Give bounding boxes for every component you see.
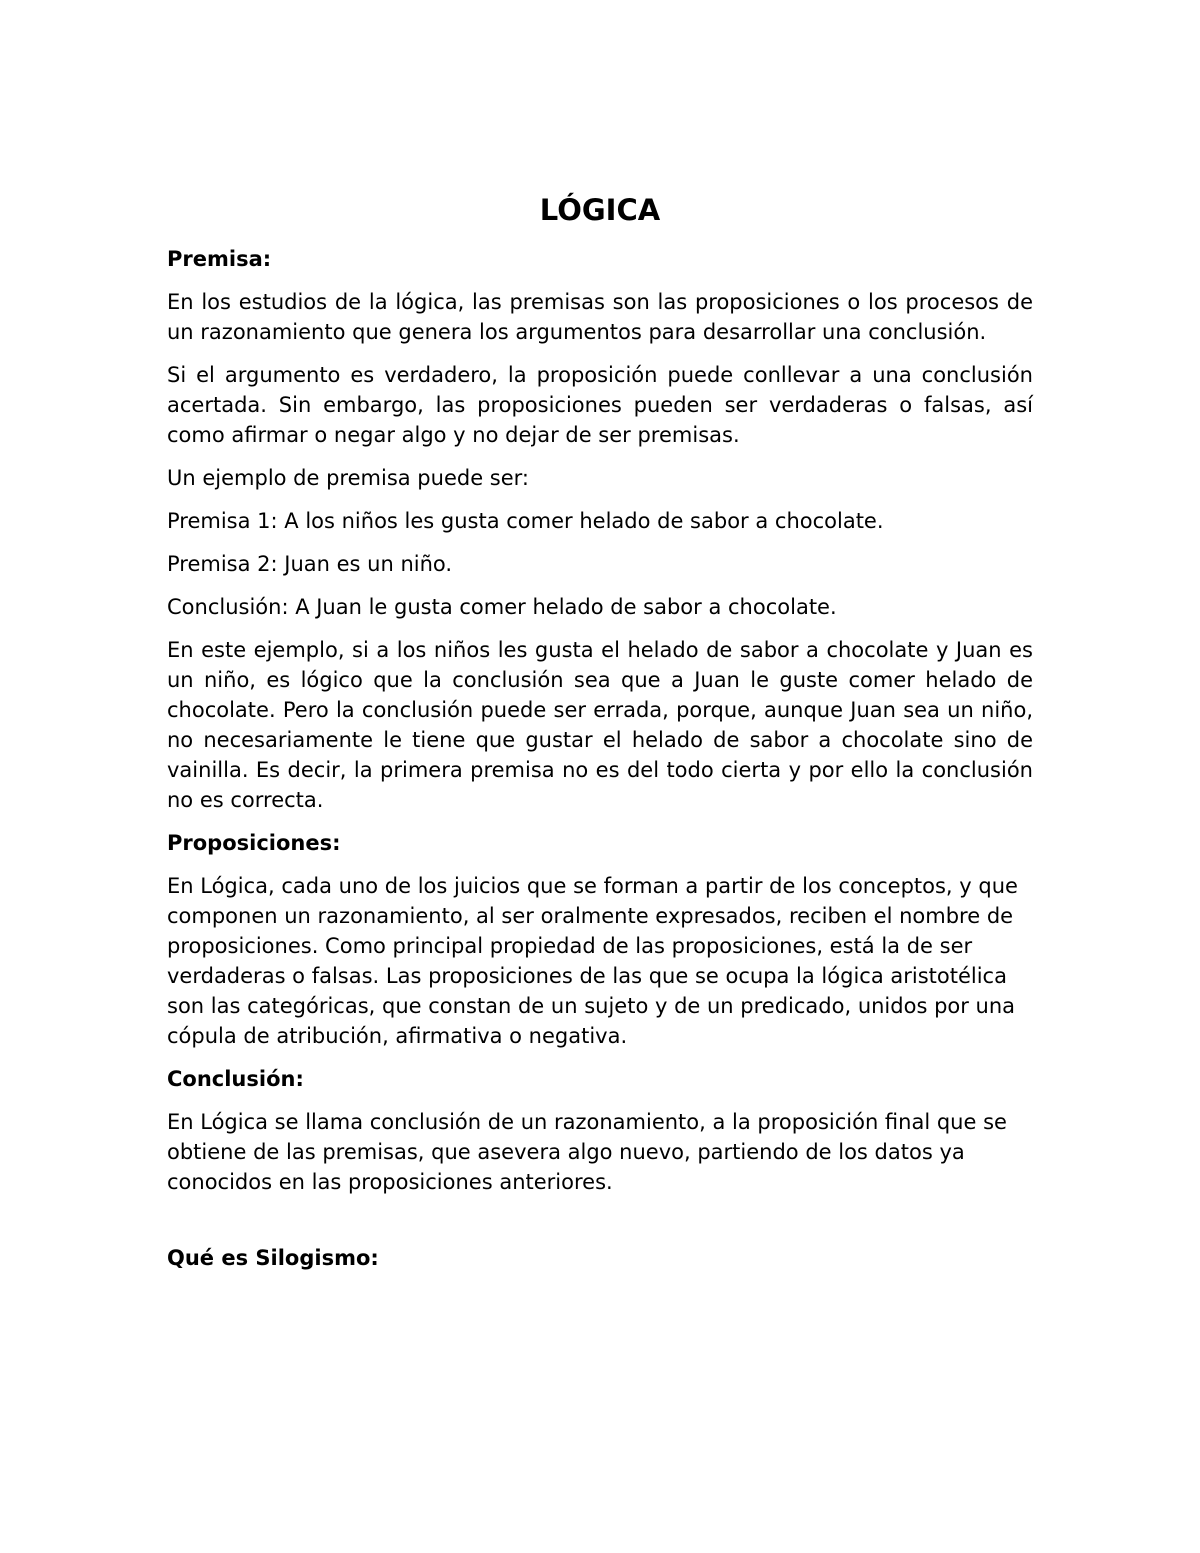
paragraph: Premisa 2: Juan es un niño. (167, 552, 453, 576)
paragraph: En Lógica se llama conclusión de un razonamiento, a la proposición final que se obtiene de las premisas, que asevera algo nuevo, partiendo de los datos ya conocidos en las proposiciones anteriores. (167, 1110, 1007, 1194)
paragraph: En Lógica, cada uno de los juicios que se forman a partir de los conceptos, y que componen un razonamiento, al ser oralmente expresados, reciben el nombre de proposiciones. Como principal propiedad de las proposiciones, está la de ser verdaderas o falsas. Las proposiciones de las que se ocupa la lógica aristotélica son las categóricas, que constan de un sujeto y de un predicado, unidos por una cópula de atribución, afirmativa o negativa. (167, 874, 1018, 1048)
paragraph: Si el argumento es verdadero, la proposición puede conllevar a una conclusión acertada. Sin embargo, las proposiciones pueden ser verdaderas o falsas, así como afirmar o negar algo y no dejar de ser premisas. (167, 363, 1033, 447)
document-title: LÓGICA (539, 193, 661, 227)
section-heading-proposiciones: Proposiciones: (167, 831, 341, 855)
section-heading-silogismo: Qué es Silogismo: (167, 1246, 379, 1270)
document-page (167, 190, 1033, 1286)
blank-line (167, 1210, 1033, 1243)
paragraph: Premisa 1: A los niños les gusta comer helado de sabor a chocolate. (167, 509, 884, 533)
section-heading-premisa: Premisa: (167, 247, 272, 271)
paragraph: Conclusión: A Juan le gusta comer helado de sabor a chocolate. (167, 595, 837, 619)
paragraph: En este ejemplo, si a los niños les gusta el helado de sabor a chocolate y Juan es un niño, es lógico que la conclusión sea que a Juan le guste comer helado de chocolate. Pero la conclusión puede ser errada, porque, aunque Juan sea un niño, no necesariamente le tiene que gustar el helado de sabor a chocolate sino de vainilla. Es decir, la primera premisa no es del todo cierta y por ello la conclusión no es correcta. (167, 638, 1033, 812)
paragraph: Un ejemplo de premisa puede ser: (167, 466, 529, 490)
section-heading-conclusion: Conclusión: (167, 1067, 304, 1091)
paragraph: En los estudios de la lógica, las premisas son las proposiciones o los procesos de un razonamiento que genera los argumentos para desarrollar una conclusión. (167, 290, 1033, 344)
